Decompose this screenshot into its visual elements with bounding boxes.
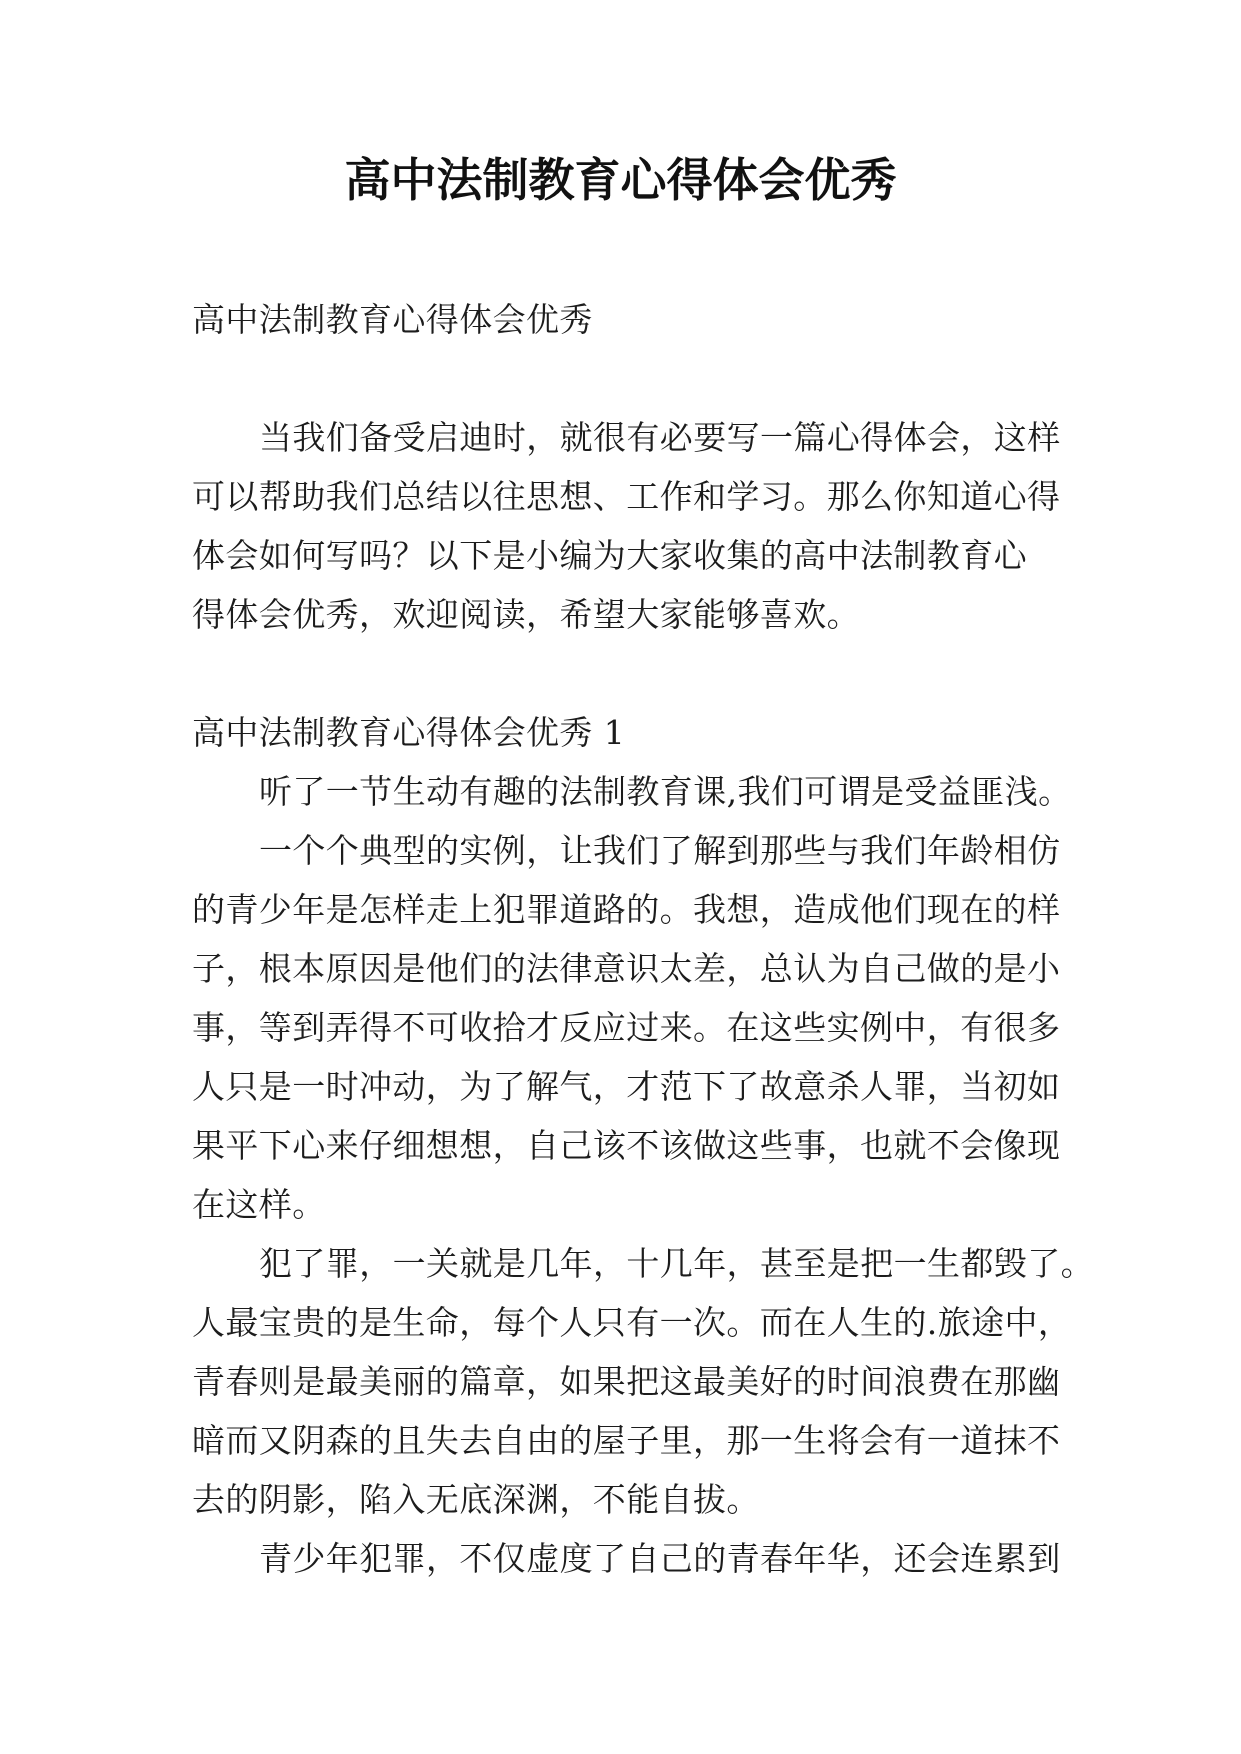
paragraph-line: 犯了罪，一关就是几年，十几年，甚至是把一生都毁了。 — [259, 1244, 1094, 1283]
section-1 — [192, 703, 1192, 1588]
intro-paragraph — [192, 408, 1192, 644]
paragraph-line: 子，根本原因是他们的法律意识太差，总认为自己做的是小 — [192, 949, 1061, 988]
paragraph-line: 在这样。 — [192, 1185, 326, 1224]
paragraph-line: 的青少年是怎样走上犯罪道路的。我想，造成他们现在的样 — [192, 890, 1061, 929]
paragraph-line: 可以帮助我们总结以往思想、工作和学习。那么你知道心得 — [192, 477, 1061, 516]
paragraph — [192, 1529, 1192, 1588]
paragraph-line: 听了一节生动有趣的法制教育课,我们可谓是受益匪浅。 — [259, 772, 1072, 811]
paragraph-line: 得体会优秀，欢迎阅读，希望大家能够喜欢。 — [192, 595, 860, 634]
paragraph-line: 青少年犯罪，不仅虚度了自己的青春年华，还会连累到 — [259, 1539, 1061, 1578]
paragraph-line: 体会如何写吗？以下是小编为大家收集的高中法制教育心 — [192, 536, 1027, 575]
blank-line — [192, 349, 1192, 408]
paragraph-line: 果平下心来仔细想想，自己该不该做这些事，也就不会像现 — [192, 1126, 1061, 1165]
paragraph — [192, 762, 1192, 821]
document-subtitle: 高中法制教育心得体会优秀 — [192, 300, 593, 339]
paragraph-line: 人只是一时冲动，为了解气，才范下了故意杀人罪，当初如 — [192, 1067, 1061, 1106]
paragraph-line: 青春则是最美丽的篇章，如果把这最美好的时间浪费在那幽 — [192, 1362, 1061, 1401]
paragraph — [192, 1234, 1192, 1529]
blank-line — [192, 644, 1192, 703]
paragraph-line: 一个个典型的实例，让我们了解到那些与我们年龄相仿 — [259, 831, 1061, 870]
section-heading: 高中法制教育心得体会优秀 1 — [192, 713, 626, 752]
paragraph-line: 事，等到弄得不可收拾才反应过来。在这些实例中，有很多 — [192, 1008, 1061, 1047]
paragraph — [192, 821, 1192, 1234]
paragraph-line: 人最宝贵的是生命，每个人只有一次。而在人生的.旅途中， — [192, 1303, 1072, 1342]
paragraph-line: 当我们备受启迪时，就很有必要写一篇心得体会，这样 — [259, 418, 1061, 457]
document-title: 高中法制教育心得体会优秀 — [344, 153, 897, 207]
paragraph-line: 暗而又阴森的且失去自由的屋子里，那一生将会有一道抹不 — [192, 1421, 1061, 1460]
document-body — [192, 290, 1192, 1588]
paragraph-line: 去的阴影，陷入无底深渊，不能自拔。 — [192, 1480, 760, 1519]
